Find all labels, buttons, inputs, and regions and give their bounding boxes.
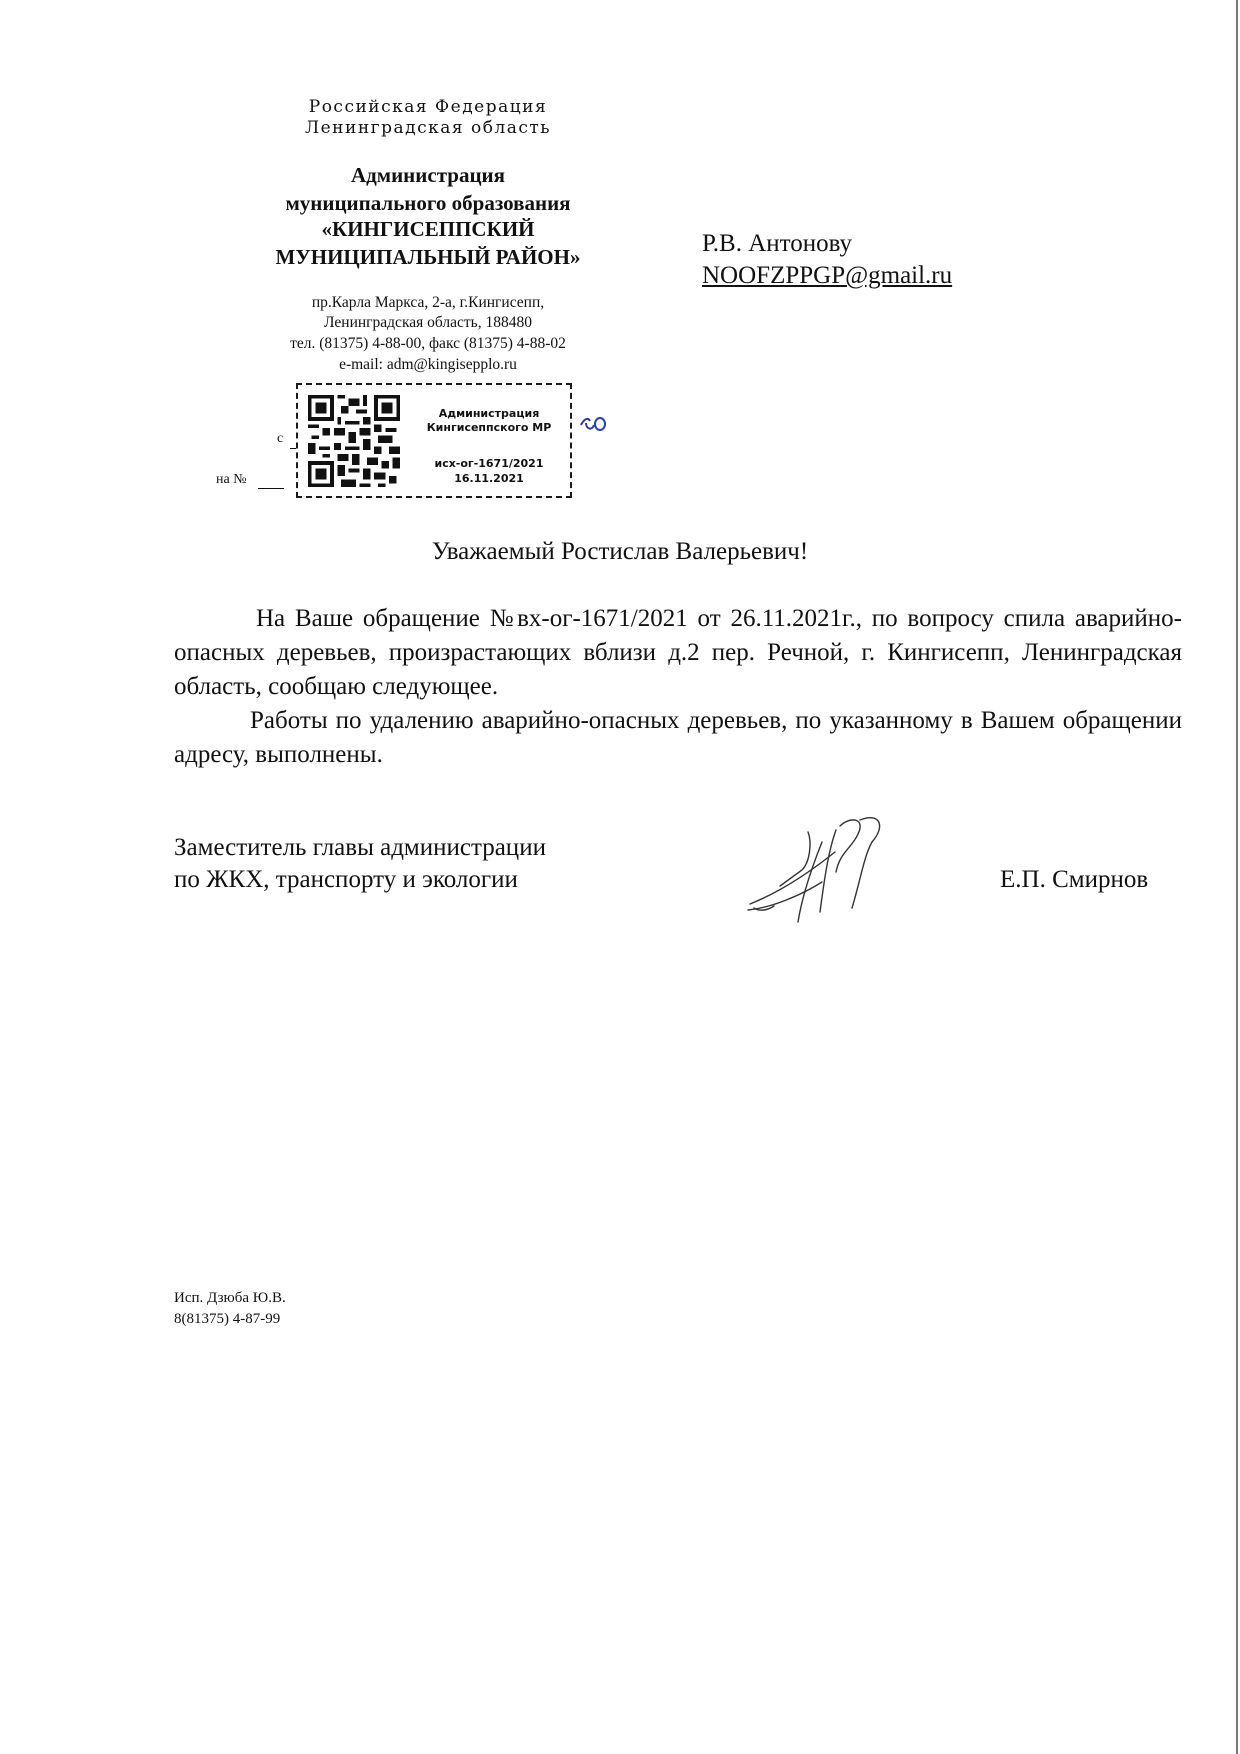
letter-paragraph: Работы по удалению аварийно-опасных деревьев, по указанному в Вашем обращении адресу, выполнены. (174, 707, 1182, 768)
reg-to-label: на № (216, 472, 247, 487)
executor-name: Исп. Дзюба Ю.В. (174, 1290, 286, 1306)
org-name-line: муниципального образования (285, 191, 571, 215)
recipient-email: NOOFZPPGP@gmail.ru (702, 262, 953, 289)
handwritten-signature-icon (740, 812, 910, 932)
recipient-name: Р.В. Антонову (702, 230, 853, 257)
header-region: Ленинградская область (304, 118, 552, 138)
header-country: Российская Федерация (308, 97, 548, 117)
signer-position: по ЖКХ, транспорту и экологии (174, 866, 518, 893)
org-address-line: Ленинградская область, 188480 (324, 314, 532, 331)
stamp-org-line: Кингисеппского МР (426, 421, 552, 434)
org-address-line: пр.Карла Маркса, 2-а, г.Кингисепп, (311, 294, 545, 311)
stamp-number: исх-ог-1671/2021 (434, 457, 544, 470)
salutation: Уважаемый Ростислав Валерьевич! (431, 538, 809, 565)
stamp-date: 16.11.2021 (454, 472, 524, 485)
org-name-line: «КИНГИСЕППСКИЙ (321, 217, 535, 241)
org-phone-line: тел. (81375) 4-88-00, факс (81375) 4-88-02 (290, 335, 566, 352)
qr-code-icon (308, 393, 400, 489)
signer-position: Заместитель главы администрации (174, 834, 546, 861)
registration-stamp (296, 383, 572, 498)
signer-name: Е.П. Смирнов (1000, 866, 1149, 893)
reg-to-line (258, 488, 284, 489)
page-edge (1236, 0, 1238, 1754)
reg-from-label: с (277, 431, 284, 446)
org-name-line: Администрация (350, 163, 506, 187)
org-email-line: e-mail: adm@kingisepplo.ru (339, 356, 517, 373)
org-name-line: МУНИЦИПАЛЬНЫЙ РАЙОН» (275, 245, 581, 269)
handwritten-mark-icon (578, 413, 608, 435)
executor-phone: 8(81375) 4-87-99 (174, 1311, 281, 1327)
letter-paragraph: На Ваше обращение №вх-ог-1671/2021 от 26.11.2021г., по вопросу спила аварийно-опасных деревьев, произрастающих вблизи д.2 пер. Речной, г. Кингисепп, Ленинградская область, сообщаю следующее. (174, 605, 1182, 700)
stamp-org-line: Администрация (438, 407, 540, 420)
